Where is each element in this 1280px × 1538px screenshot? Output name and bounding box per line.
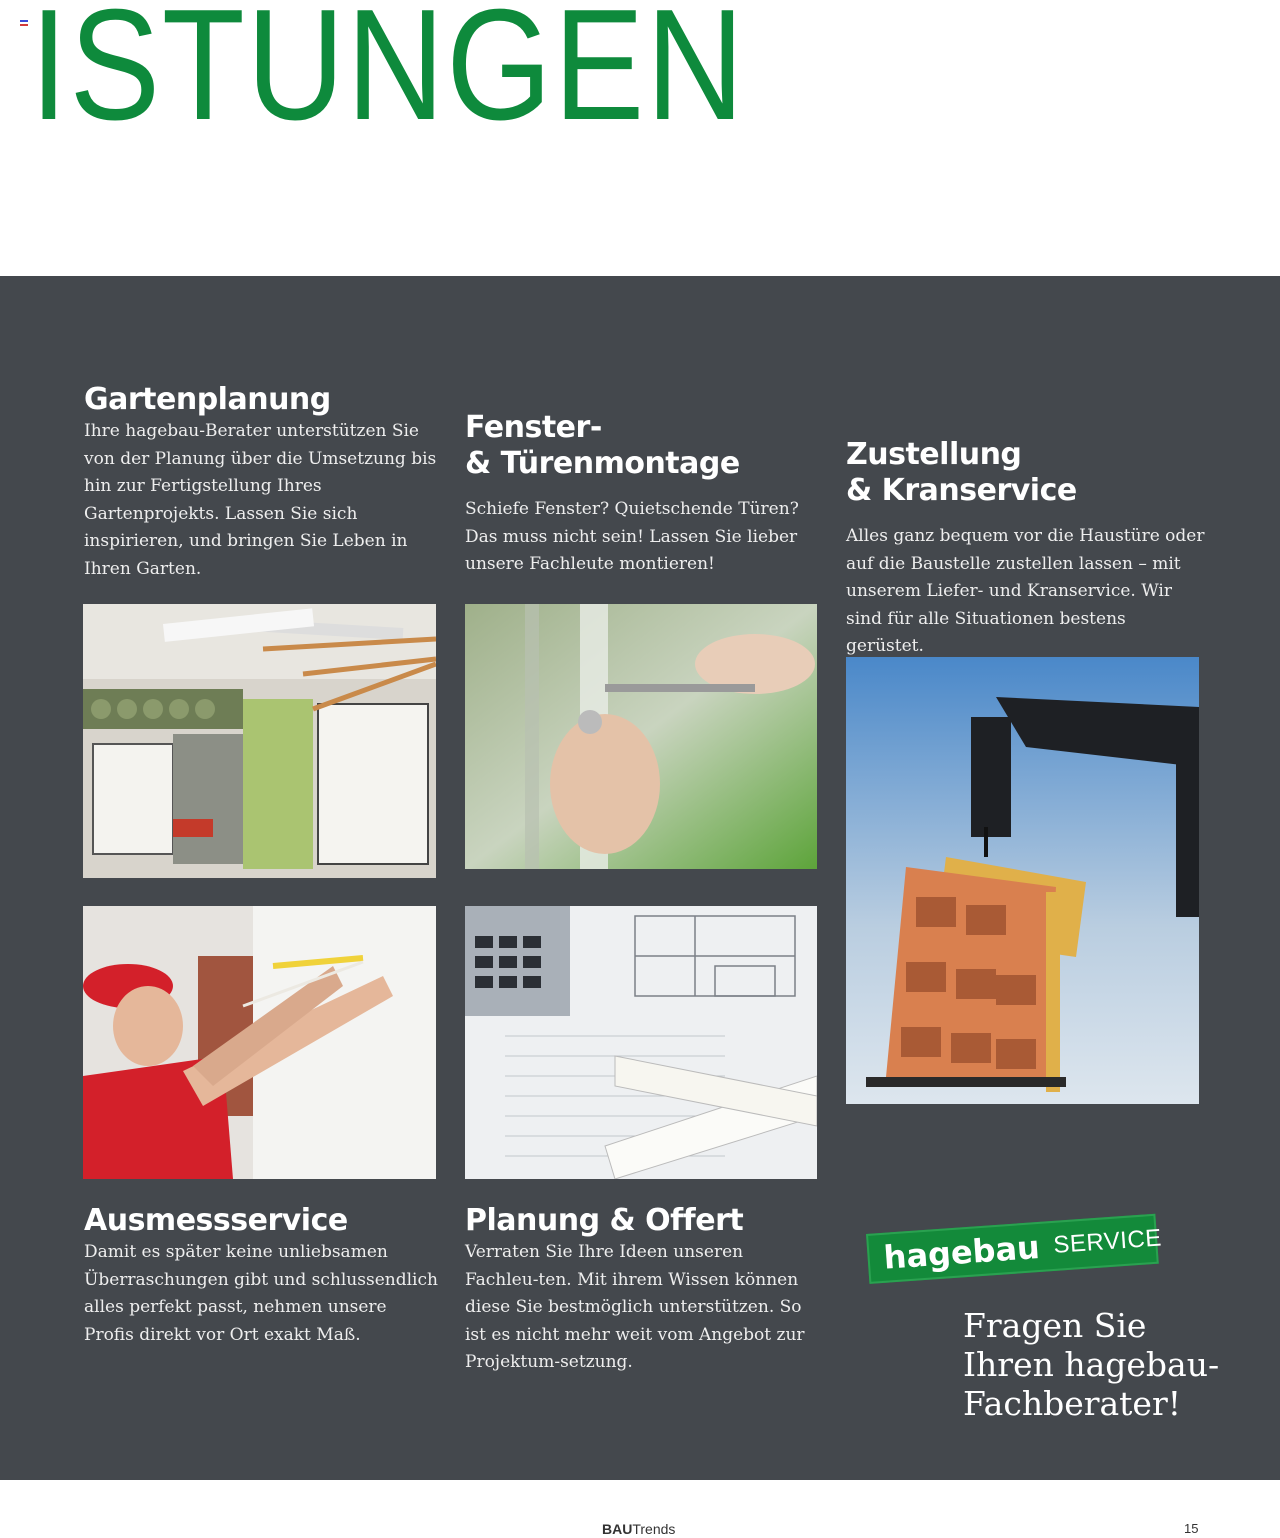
section-zustellung — [846, 437, 1206, 661]
garden-sketch-image — [83, 604, 436, 878]
cta-text — [963, 1306, 1263, 1423]
flag-icon — [20, 20, 28, 26]
measuring-worker-image — [83, 906, 436, 1179]
page-number: 15 — [1184, 1521, 1199, 1536]
section-text: Schiefe Fenster? Quietschende Türen? Das muss nicht sein! Lassen Sie lieber unsere Fachleute montieren! — [465, 499, 799, 574]
section-text: Damit es später keine unliebsamen Überraschungen gibt und schlussendlich alles perfekt passt, nehmen unsere Profis direkt vor Ort exakt Maß. — [84, 1242, 438, 1345]
service-label: SERVICE — [1052, 1224, 1163, 1259]
title-line-2: & Kranservice — [846, 473, 1077, 508]
section-planung — [465, 1203, 810, 1377]
section-title: Planung & Offert — [465, 1203, 744, 1238]
footer-brand-rest: Trends — [632, 1521, 676, 1537]
footer-brand — [602, 1521, 675, 1537]
window-mounting-image — [465, 604, 817, 869]
section-title — [465, 410, 821, 482]
title-line-1: Fenster- — [465, 410, 602, 445]
cta-line-3: Fachberater! — [963, 1384, 1181, 1423]
section-text: Verraten Sie Ihre Ideen unseren Fachleu-ten. Mit ihrem Wissen können diese Sie bestmöglich unterstützen. So ist es nicht mehr weit vom Angebot zur Projektum-setzung. — [465, 1242, 805, 1372]
section-title — [846, 437, 1206, 509]
section-ausmessservice — [84, 1203, 440, 1349]
page-headline: ISTUNGEN — [30, 0, 746, 153]
title-line-1: Zustellung — [846, 437, 1022, 472]
section-text: Alles ganz bequem vor die Haustüre oder auf die Baustelle zustellen lassen – mit unserem Liefer- und Kranservice. Wir sind für alle Situationen bestens gerüstet. — [846, 526, 1205, 656]
section-title: Ausmessservice — [84, 1203, 348, 1238]
cta-line-1: Fragen Sie — [963, 1306, 1147, 1345]
section-fenster — [465, 410, 821, 579]
crane-delivery-image — [846, 657, 1199, 1104]
cta-line-2: Ihren hagebau- — [963, 1345, 1220, 1384]
section-gartenplanung — [84, 382, 440, 583]
section-title: Gartenplanung — [84, 382, 331, 417]
title-line-2: & Türenmontage — [465, 446, 740, 481]
brand-name: hagebau — [882, 1227, 1041, 1277]
section-text: Ihre hagebau-Berater unterstützen Sie von der Planung über die Umsetzung bis hin zur Fertigstellung Ihres Gartenprojekts. Lassen Sie sich inspirieren, und bringen Sie Leben in Ihren Garten. — [84, 421, 437, 579]
footer-brand-bold: BAU — [602, 1521, 633, 1537]
planning-documents-image — [465, 906, 817, 1179]
